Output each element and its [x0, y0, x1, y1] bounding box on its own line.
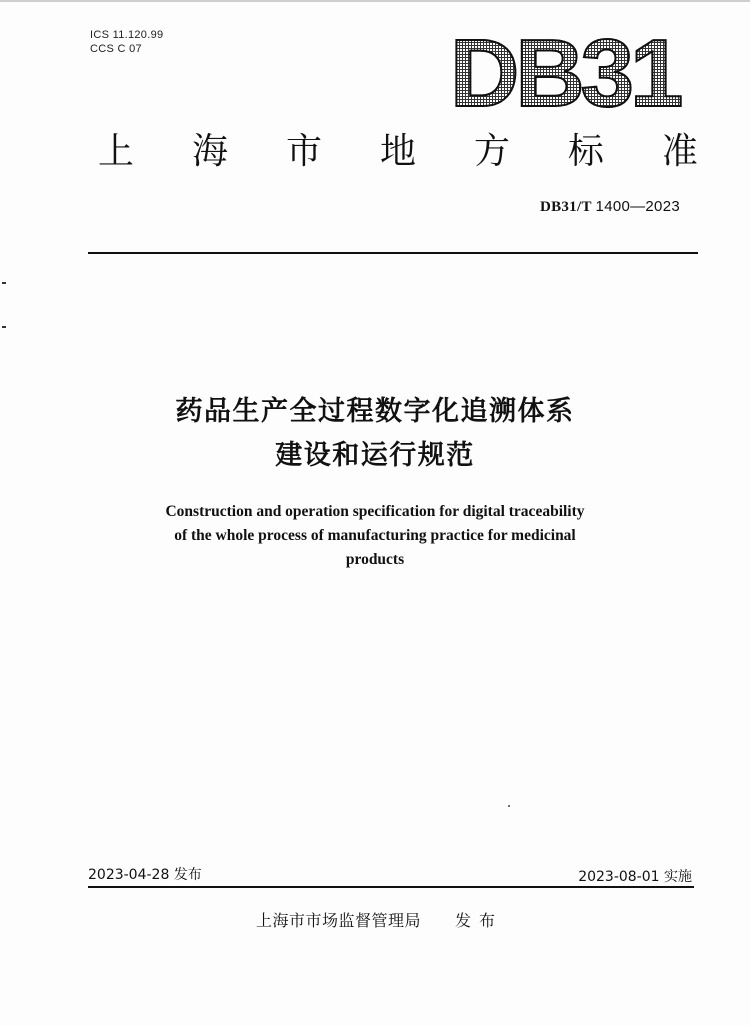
title-char: 标: [567, 131, 604, 172]
scan-edge-mark: [2, 326, 6, 328]
title-en-line: of the whole process of manufacturing practice for medicinal: [174, 527, 576, 544]
title-cn-line: 药品生产全过程数字化追溯体系: [175, 396, 575, 427]
title-en-line: products: [345, 551, 405, 568]
scan-speck: [508, 805, 510, 807]
implementation-date: 2023-08-01 实施: [578, 869, 692, 885]
footer-divider: [88, 886, 694, 888]
standard-number-value: 1400—2023: [595, 198, 680, 215]
title-char: 市: [285, 131, 322, 172]
header-divider: [88, 252, 698, 254]
issuer-action: 发布: [455, 911, 504, 930]
scan-edge-mark: [2, 282, 6, 284]
title-char: 上: [98, 131, 135, 172]
title-char: 方: [473, 131, 510, 172]
title-char: 海: [191, 131, 228, 172]
standard-number: [540, 198, 680, 216]
document-title-chinese: [0, 390, 750, 478]
issuer-name: 上海市市场监督管理局: [256, 911, 422, 930]
issuing-authority: [256, 908, 503, 931]
db31-logo: DB31: [450, 20, 680, 127]
scan-top-edge: [0, 0, 750, 2]
title-cn-line: 建设和运行规范: [275, 440, 475, 471]
issue-date: 2023-04-28 发布: [88, 867, 202, 883]
ccs-code: CCS C 07: [90, 43, 142, 55]
title-char: 准: [661, 131, 698, 172]
title-en-line: Construction and operation specification for digital traceability: [165, 503, 585, 520]
standard-category-title: [98, 128, 698, 176]
ics-code: ICS 11.120.99: [90, 29, 164, 41]
title-char: 地: [379, 131, 416, 172]
document-title-english: [0, 500, 750, 572]
classification-codes: [90, 28, 163, 56]
standard-number-prefix: DB31/T: [539, 199, 592, 215]
